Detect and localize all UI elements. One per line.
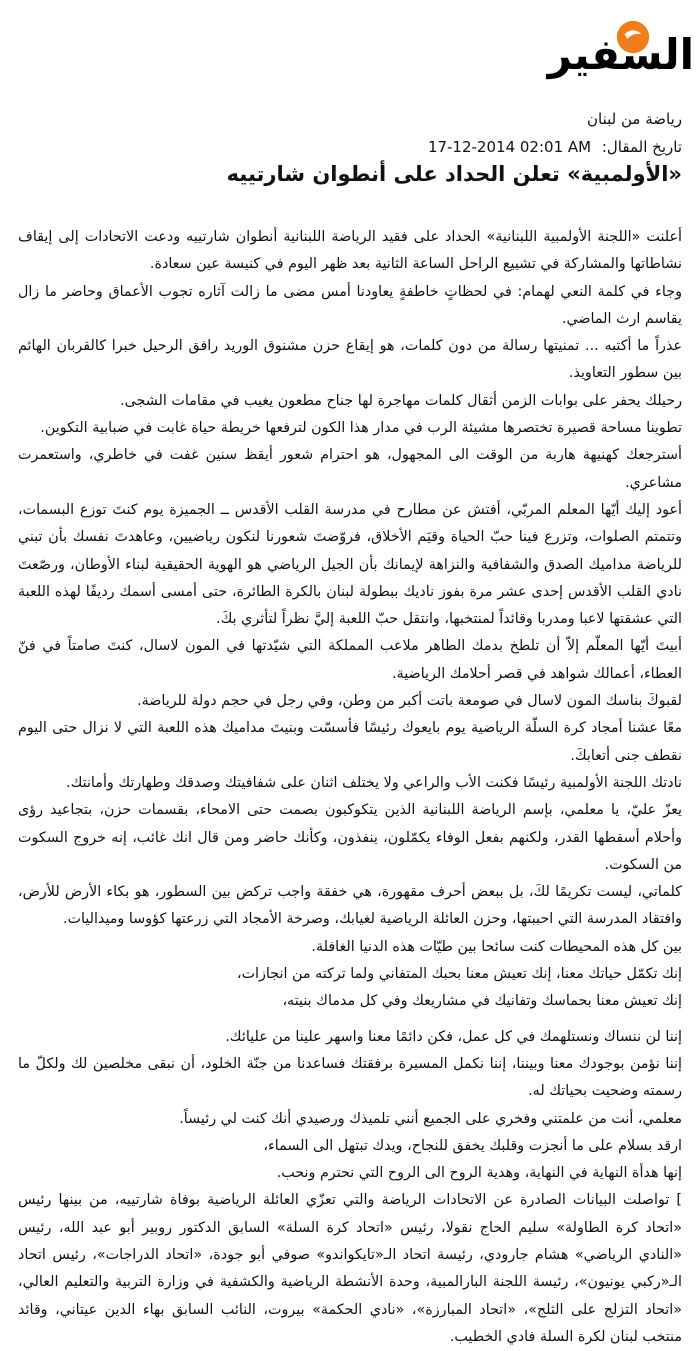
article-paragraph: تطوينا مساحة قصيرة تختصرها مشيئة الرب في مدار هذا الكون لترفعها خريطة حياة غابت في ضبابية التكوين.	[40, 420, 682, 437]
article-paragraph: كلماتي، ليست تكريمًا لكَ، بل ببعض أحرف مقهورة، هي خفقة واجب تركض بين السطور، هو بكاء الأرض للأرض، وافتقاد المدرسة التي احببتها، وحزن العائلة الرياضية لغيابك، وصرخة الأمجاد التي زرعتها كؤوسا وميداليات.	[18, 884, 682, 928]
article-paragraph: رحيلك يحفر على بوابات الزمن أثقال كلمات مهاجرة لها جناح مطعون يغيب في مقامات الشجى.	[120, 392, 682, 409]
article-paragraph: إنك تعيش معنا بحماسك وتفانيك في مشاريعك وفي كل مدماك بنيته،	[282, 993, 682, 1010]
article-paragraph: إنك تكمّل حياتك معنا، إنك تعيش معنا بحبك المتفاني ولما تركته من انجازات،	[236, 966, 682, 983]
article-paragraph: إننا لن ننساك ونستلهمك في كل عمل، فكن دائمًا معنا واسهر علينا من عليائك.	[225, 1028, 682, 1045]
article-paragraph: إنها هدأة النهاية في النهاية، وهدية الروح الى الروح التي نحترم ونحب.	[276, 1165, 682, 1182]
article-paragraph: أسترجعك كهنيهة هاربة من الوقت الى المجهول، هو احترام شعور أيقظ سنين غفت في خاطري، واستعمرت مشاعري.	[18, 447, 682, 491]
article-paragraph: معًا عشنا أمجاد كرة السلّة الرياضية يوم بايعوك رئيسًا فأسسّت وبنيتَ مداميك هذه اللعبة التي لا نزال حتى اليوم نقطف جنى أتعابكَ.	[18, 720, 682, 764]
article-paragraph: لقبوكَ بناسك المون لاسال في صومعة باتت أكبر من وطن، وفي رجل في حجم دولة للرياضة.	[137, 693, 682, 710]
article-paragraph: أبيتَ أيّها المعلّم إلاّ أن تلطخ بدمك الطاهر ملاعب المملكة التي شيّدتها في المون لاسال، كنتَ صامتاً في فنّ العطاء، أعمالك شواهد في قصر أحلامك الرياضية.	[18, 638, 682, 682]
article-paragraph: وجاء في كلمة النعي لهمام: في لحظاتٍ خاطفةٍ يعاودنا أمس مضى ما زالت آثاره تجوب الأعماق وحاضر ما زال يقاسم ارث الماضي.	[18, 283, 682, 327]
article-paragraph: بين كل هذه المحيطات كنت سائحا بين طيّات هذه الدنيا الغافلة.	[311, 938, 682, 955]
article-paragraph: معلمي، أنت من علمتني وفخري على الجميع أنني تلميذك ورصيدي أنك كنت لي رئيساً.	[179, 1110, 682, 1127]
article-title: «الأولمبية» تعلن الحداد على أنطوان شارتييه	[226, 162, 682, 186]
article-paragraph: أعلنت «اللجنة الأولمبية اللبنانية» الحداد على فقيد الرياضة اللبنانية أنطوان شارتييه ودعت الاتحادات إلى إيقاف نشاطاتها والمشاركة في تشييع الراحل الساعة الثانية بعد ظهر اليوم في كنيسة عين سعادة.	[18, 229, 682, 273]
article-dateline	[428, 138, 682, 156]
logo-wordmark: السفير	[547, 30, 694, 79]
article-body	[18, 224, 682, 1351]
paragraph-gap	[18, 1016, 682, 1024]
article-paragraph: نادتك اللجنة الأولمبية رئيسًا فكنت الأب والراعي ولا يختلف اثنان على شفافيتك وصدقك وطهارتك وأمانتك.	[66, 774, 682, 791]
article-paragraph: ] تواصلت البيانات الصادرة عن الاتحادات الرياضة والتي تعزّي العائلة الرياضية بوفاة شارتييه، من بينها رئيس «اتحاد كرة الطاولة» سليم الحاج نقولا، رئيس «اتحاد كرة السلة» السابق الدكتور روبير أبو عبد الله، رئيس «النادي الرياضي» هشام جارودي، رئيسة اتحاد الـ«تايكواندو» صوفي أبو جودة، «اتحاد الدراجات»، رئيس اتحاد الـ«ركبي يونيون»، رئيسة اللجنة البارالمبية، وحدة الأنشطة الرياضية والكشفية في وزارة التربية والتعليم العالي، «اتحاد التزلج على الثلج»، «اتحاد المبارزة»، «نادي الحكمة» بيروت، النائب السابق بهاء الدين عيتاني، وقائد منتخب لبنان لكرة السلة فادي الخطيب.	[18, 1192, 682, 1345]
date-label: تاريخ المقال:	[601, 138, 682, 156]
section-label: رياضة من لبنان	[587, 110, 682, 128]
article-paragraph: أعود إليك أيّها المعلم المربّي، أفتش عن مطارح في مدرسة القلب الأقدس ــ الجميزة يوم كنتَ توزع البسمات، وتتمتم الصلوات، وتزرع فينا حبّ الحياة وقيَم الأخلاق، فروّضتَ شعورنا لنكون رياضيين، وعاهدتَ نفسك بأن تبني للرياضة مداميك الصدق والشفافية والنزاهة لإيمانك بأن الجيل الرياضي هو الهوية الحقيقية لبناء الأوطان، ورصّعتَ نادي القلب الأقدس إحدى عشر مرة بفوز ناديك ببطولة لبنان بالكرة الطائرة، حتى أمسى أسمك رديفًا لهذه اللعبة التي عشقتها لاعبا ومدربا وقائداً لمنتخبها، وانتقل حبّ اللعبة إليَّ نظراً لتأثري بكَ.	[18, 501, 682, 628]
article-paragraph: يعزّ عليّ، يا معلمي، بإسم الرياضة اللبنانية الذين يتكوكبون بصمت حتى الامحاء، بقسمات حزن، بتجاعيد رؤى وأحلام أسقطها القدر، ولكنهم بفعل الوفاء يكمّلون، ينفذون، وكأنك حاضر ومن قال انك غائب، إنه خروج السكوت من السكوت.	[18, 802, 682, 873]
article-paragraph: إننا نؤمن بوجودك معنا وبيننا، إننا نكمل المسيرة برفقتك فساعدنا من جنّة الخلود، أن نبقى مخلصين لك ولكلّ ما رسمته وضحيت بحياتك له.	[18, 1055, 682, 1100]
article-paragraph: عذراً ما أكتبه ... تمنيتها رسالة من دون كلمات، هو إيقاع حزن مشنوق الوريد رافق الرحيل خبرا كالقربان الهائم بين سطور التعاويذ.	[18, 338, 682, 382]
article-paragraph: ارقد بسلام على ما أنجزت وقلبك يخفق للنجاح، ويدك تبتهل الى السماء،	[263, 1137, 682, 1154]
date-value: 17-12-2014 02:01 AM	[427, 138, 592, 156]
newspaper-logo[interactable]	[514, 12, 694, 82]
